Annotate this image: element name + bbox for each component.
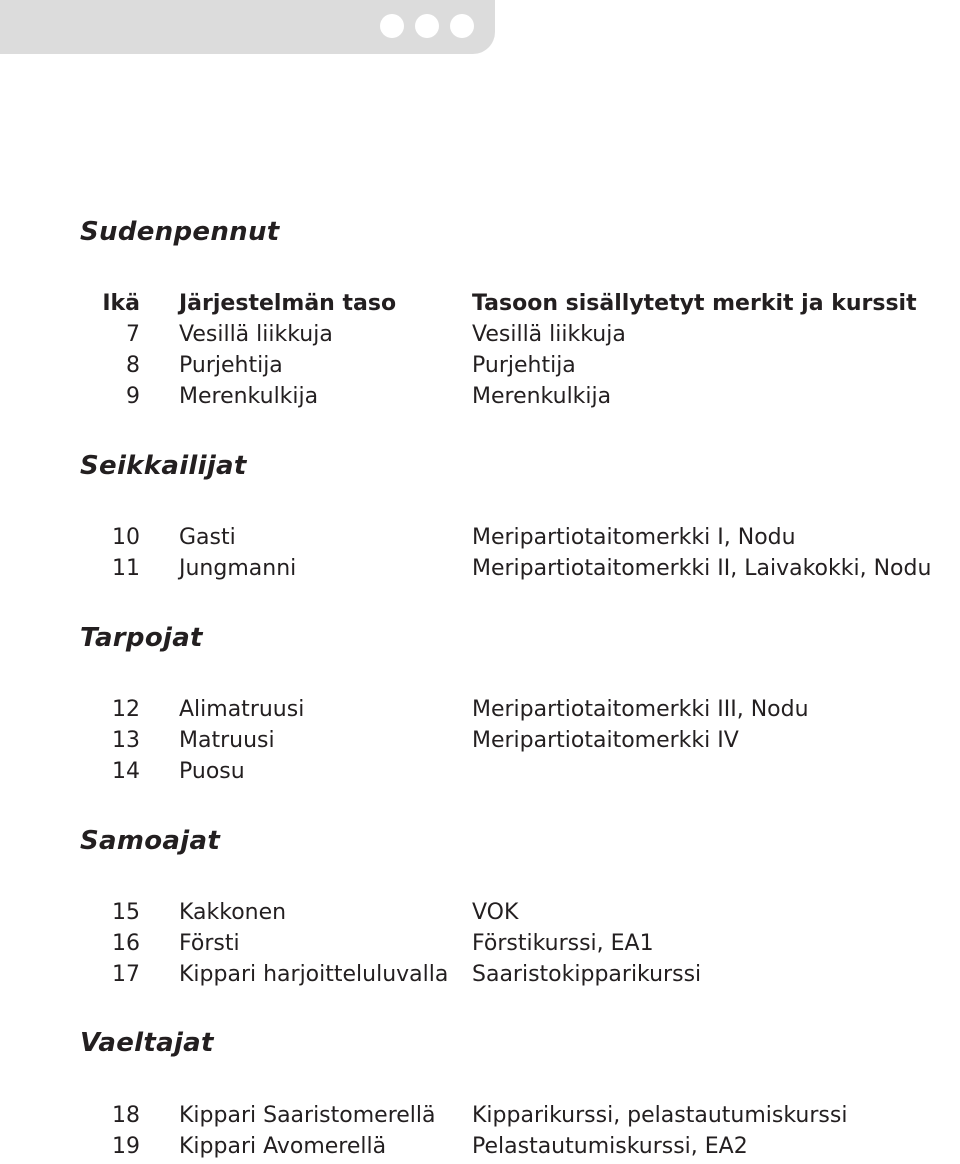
dot-icon	[380, 14, 404, 38]
table-row	[0, 381, 960, 412]
section-title-tarpojat: Tarpojat	[80, 623, 203, 653]
row-age: 9	[126, 384, 140, 409]
row-age: 7	[126, 322, 140, 347]
table-row	[0, 553, 960, 584]
table-row	[0, 725, 960, 756]
row-age: 10	[112, 525, 140, 550]
table-row	[0, 897, 960, 928]
row-level: Kippari Avomerellä	[179, 1134, 387, 1159]
table-row	[0, 959, 960, 990]
row-level: Kippari Saaristomerellä	[179, 1103, 436, 1128]
section-title-sudenpennut: Sudenpennut	[80, 217, 280, 247]
row-age: 19	[112, 1134, 140, 1159]
table-row	[0, 522, 960, 553]
section-title-vaeltajat: Vaeltajat	[80, 1028, 214, 1058]
section-title-seikkailijat: Seikkailijat	[80, 451, 247, 481]
row-level: Kakkonen	[179, 900, 287, 925]
header-badges: Tasoon sisällytetyt merkit ja kurssit	[472, 291, 917, 316]
row-badges: Meripartiotaitomerkki I, Nodu	[472, 525, 796, 550]
dot-icon	[415, 14, 439, 38]
row-badges: Merenkulkija	[472, 384, 612, 409]
table-row	[0, 694, 960, 725]
row-badges: Meripartiotaitomerkki III, Nodu	[472, 697, 809, 722]
dots-decoration	[380, 14, 474, 38]
row-badges: Kipparikurssi, pelastautumiskurssi	[472, 1103, 848, 1128]
row-badges: Förstikurssi, EA1	[472, 931, 654, 956]
table-row	[0, 1131, 960, 1162]
section-title-samoajat: Samoajat	[80, 826, 221, 856]
row-badges: Purjehtija	[472, 353, 576, 378]
row-level: Alimatruusi	[179, 697, 305, 722]
row-level: Puosu	[179, 759, 245, 784]
table-header	[0, 288, 960, 319]
table-row	[0, 1100, 960, 1131]
row-age: 13	[112, 728, 140, 753]
row-age: 16	[112, 931, 140, 956]
header-level: Järjestelmän taso	[179, 291, 397, 316]
row-age: 8	[126, 353, 140, 378]
row-badges: Saaristokipparikurssi	[472, 962, 702, 987]
table-row	[0, 756, 960, 787]
row-level: Merenkulkija	[179, 384, 319, 409]
row-badges: Vesillä liikkuja	[472, 322, 626, 347]
row-badges: Meripartiotaitomerkki II, Laivakokki, Nodu	[472, 556, 932, 581]
row-level: Kippari harjoitteluluvalla	[179, 962, 449, 987]
row-level: Jungmanni	[179, 556, 297, 581]
row-badges: VOK	[472, 900, 519, 925]
row-age: 15	[112, 900, 140, 925]
row-level: Vesillä liikkuja	[179, 322, 333, 347]
row-age: 14	[112, 759, 140, 784]
row-level: Gasti	[179, 525, 236, 550]
row-age: 17	[112, 962, 140, 987]
row-level: Försti	[179, 931, 240, 956]
row-level: Matruusi	[179, 728, 275, 753]
header-bar	[0, 0, 495, 54]
table-row	[0, 319, 960, 350]
row-badges: Pelastautumiskurssi, EA2	[472, 1134, 748, 1159]
header-age: Ikä	[102, 291, 140, 316]
table-row	[0, 928, 960, 959]
table-row	[0, 350, 960, 381]
row-age: 12	[112, 697, 140, 722]
row-badges: Meripartiotaitomerkki IV	[472, 728, 739, 753]
row-age: 11	[112, 556, 140, 581]
row-level: Purjehtija	[179, 353, 283, 378]
row-age: 18	[112, 1103, 140, 1128]
dot-icon	[450, 14, 474, 38]
